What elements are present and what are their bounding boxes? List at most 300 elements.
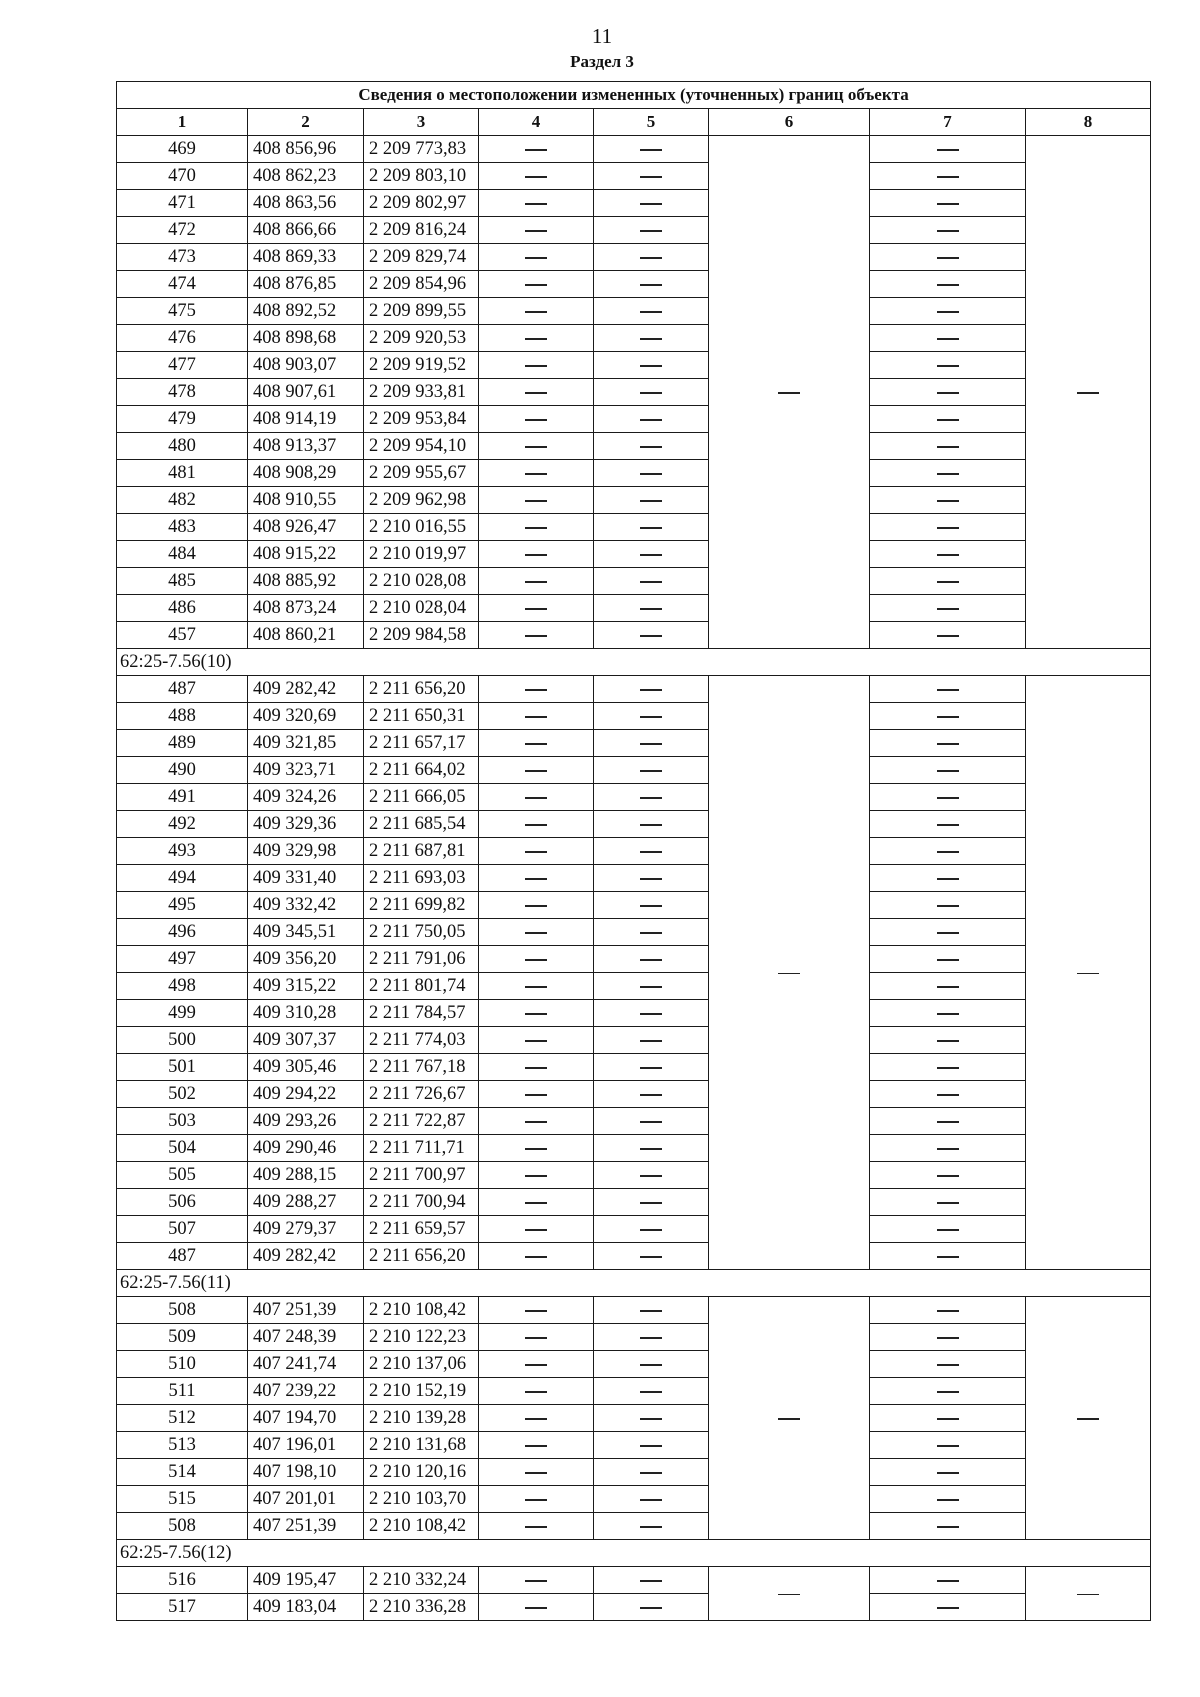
table-row	[117, 1216, 1151, 1243]
col5-cell	[594, 676, 709, 703]
dash-mark	[937, 1148, 959, 1150]
col4-cell	[479, 514, 594, 541]
table-row	[117, 703, 1151, 730]
col7-cell	[870, 460, 1026, 487]
dash-mark	[640, 365, 662, 367]
col7-cell	[870, 217, 1026, 244]
dash-mark	[525, 878, 547, 880]
dash-mark	[525, 743, 547, 745]
dash-mark	[640, 689, 662, 691]
dash-mark	[937, 338, 959, 340]
section-title: Раздел 3	[570, 52, 634, 71]
y-coordinate-cell: 2 210 028,04	[364, 595, 479, 622]
point-number-cell: 487	[117, 1243, 248, 1270]
col5-cell	[594, 568, 709, 595]
table-row	[117, 595, 1151, 622]
x-coordinate-cell: 407 248,39	[248, 1324, 364, 1351]
point-number-cell: 516	[117, 1567, 248, 1594]
dash-mark	[640, 1526, 662, 1528]
point-number-cell: 475	[117, 298, 248, 325]
col5-cell	[594, 919, 709, 946]
table-row	[117, 379, 1151, 406]
col4-cell	[479, 1378, 594, 1405]
dash-mark	[525, 1040, 547, 1042]
table-row	[117, 1108, 1151, 1135]
column-header-8: 8	[1026, 109, 1151, 136]
table-row	[117, 271, 1151, 298]
col5-cell	[594, 784, 709, 811]
col4-cell	[479, 1216, 594, 1243]
x-coordinate-cell: 408 913,37	[248, 433, 364, 460]
col7-cell	[870, 892, 1026, 919]
dash-mark	[937, 311, 959, 313]
point-number-cell: 514	[117, 1459, 248, 1486]
col7-cell	[870, 1378, 1026, 1405]
y-coordinate-cell: 2 210 332,24	[364, 1567, 479, 1594]
col6-merged-cell	[709, 676, 870, 1270]
dash-mark	[525, 1499, 547, 1501]
point-number-cell: 496	[117, 919, 248, 946]
x-coordinate-cell: 409 294,22	[248, 1081, 364, 1108]
dash-mark	[640, 770, 662, 772]
col5-cell	[594, 1189, 709, 1216]
table-row	[117, 244, 1151, 271]
dash-mark	[1077, 392, 1099, 394]
y-coordinate-cell: 2 209 962,98	[364, 487, 479, 514]
group-row	[117, 1540, 1151, 1567]
dash-mark	[525, 1202, 547, 1204]
y-coordinate-cell: 2 211 685,54	[364, 811, 479, 838]
col5-cell	[594, 1594, 709, 1621]
table-row	[117, 730, 1151, 757]
col7-cell	[870, 433, 1026, 460]
table-row	[117, 865, 1151, 892]
dash-mark	[640, 500, 662, 502]
table-row	[117, 190, 1151, 217]
point-number-cell: 509	[117, 1324, 248, 1351]
table-row	[117, 892, 1151, 919]
dash-mark	[525, 1094, 547, 1096]
y-coordinate-cell: 2 209 984,58	[364, 622, 479, 649]
dash-mark	[640, 986, 662, 988]
point-number-cell: 471	[117, 190, 248, 217]
column-header-6: 6	[709, 109, 870, 136]
dash-mark	[525, 1391, 547, 1393]
dash-mark	[525, 419, 547, 421]
col5-cell	[594, 757, 709, 784]
col4-cell	[479, 595, 594, 622]
x-coordinate-cell: 409 288,15	[248, 1162, 364, 1189]
dash-mark	[937, 1310, 959, 1312]
column-header-4: 4	[479, 109, 594, 136]
point-number-cell: 512	[117, 1405, 248, 1432]
col4-cell	[479, 1054, 594, 1081]
col5-cell	[594, 1513, 709, 1540]
col5-cell	[594, 946, 709, 973]
col4-cell	[479, 703, 594, 730]
x-coordinate-cell: 407 198,10	[248, 1459, 364, 1486]
col7-cell	[870, 1351, 1026, 1378]
table-row	[117, 406, 1151, 433]
dash-mark	[525, 1121, 547, 1123]
x-coordinate-cell: 409 323,71	[248, 757, 364, 784]
dash-mark	[937, 851, 959, 853]
y-coordinate-cell: 2 209 954,10	[364, 433, 479, 460]
y-coordinate-cell: 2 209 919,52	[364, 352, 479, 379]
dash-mark	[525, 284, 547, 286]
dash-mark	[937, 1229, 959, 1231]
col4-cell	[479, 1324, 594, 1351]
x-coordinate-cell: 408 907,61	[248, 379, 364, 406]
dash-mark	[937, 878, 959, 880]
dash-mark	[1077, 1418, 1099, 1420]
table-row	[117, 163, 1151, 190]
col4-cell	[479, 838, 594, 865]
point-number-cell: 480	[117, 433, 248, 460]
col4-cell	[479, 460, 594, 487]
col5-cell	[594, 1162, 709, 1189]
y-coordinate-cell: 2 211 700,97	[364, 1162, 479, 1189]
col5-cell	[594, 811, 709, 838]
x-coordinate-cell: 408 910,55	[248, 487, 364, 514]
dash-mark	[640, 581, 662, 583]
y-coordinate-cell: 2 209 920,53	[364, 325, 479, 352]
col5-cell	[594, 1486, 709, 1513]
y-coordinate-cell: 2 211 711,71	[364, 1135, 479, 1162]
dash-mark	[525, 1472, 547, 1474]
dash-mark	[525, 986, 547, 988]
x-coordinate-cell: 409 282,42	[248, 676, 364, 703]
col8-merged-cell	[1026, 1567, 1151, 1621]
col5-cell	[594, 352, 709, 379]
dash-mark	[937, 1391, 959, 1393]
x-coordinate-cell: 407 241,74	[248, 1351, 364, 1378]
table-row	[117, 622, 1151, 649]
y-coordinate-cell: 2 211 726,67	[364, 1081, 479, 1108]
col5-cell	[594, 622, 709, 649]
y-coordinate-cell: 2 211 687,81	[364, 838, 479, 865]
col5-cell	[594, 1567, 709, 1594]
point-number-cell: 491	[117, 784, 248, 811]
column-header-5: 5	[594, 109, 709, 136]
col4-cell	[479, 1297, 594, 1324]
col4-cell	[479, 1108, 594, 1135]
dash-mark	[640, 1256, 662, 1258]
point-number-cell: 504	[117, 1135, 248, 1162]
col7-cell	[870, 595, 1026, 622]
table-row	[117, 541, 1151, 568]
dash-mark	[937, 1580, 959, 1582]
col7-cell	[870, 1432, 1026, 1459]
dash-mark	[640, 1310, 662, 1312]
point-number-cell: 474	[117, 271, 248, 298]
point-number-cell: 515	[117, 1486, 248, 1513]
column-header-2: 2	[248, 109, 364, 136]
col5-cell	[594, 1000, 709, 1027]
col5-cell	[594, 1459, 709, 1486]
col4-cell	[479, 325, 594, 352]
col5-cell	[594, 1432, 709, 1459]
col7-cell	[870, 190, 1026, 217]
dash-mark	[525, 1445, 547, 1447]
col5-cell	[594, 217, 709, 244]
dash-mark	[525, 1337, 547, 1339]
dash-mark	[525, 1229, 547, 1231]
col5-cell	[594, 325, 709, 352]
table-row	[117, 136, 1151, 163]
dash-mark	[640, 1391, 662, 1393]
x-coordinate-cell: 408 892,52	[248, 298, 364, 325]
y-coordinate-cell: 2 210 103,70	[364, 1486, 479, 1513]
col7-cell	[870, 811, 1026, 838]
point-number-cell: 473	[117, 244, 248, 271]
table-row	[117, 1189, 1151, 1216]
y-coordinate-cell: 2 209 933,81	[364, 379, 479, 406]
dash-mark	[640, 1148, 662, 1150]
column-header-row	[117, 109, 1151, 136]
table-row	[117, 325, 1151, 352]
y-coordinate-cell: 2 210 336,28	[364, 1594, 479, 1621]
dash-mark	[937, 1364, 959, 1366]
col4-cell	[479, 1135, 594, 1162]
dash-mark	[778, 1594, 800, 1596]
dash-mark	[640, 878, 662, 880]
dash-mark	[937, 1526, 959, 1528]
col4-cell	[479, 1459, 594, 1486]
col7-cell	[870, 163, 1026, 190]
point-number-cell: 508	[117, 1513, 248, 1540]
dash-mark	[937, 1175, 959, 1177]
col5-cell	[594, 838, 709, 865]
col6-merged-cell	[709, 1567, 870, 1621]
dash-mark	[640, 1337, 662, 1339]
x-coordinate-cell: 409 329,36	[248, 811, 364, 838]
dash-mark	[640, 1580, 662, 1582]
col4-cell	[479, 271, 594, 298]
table-row	[117, 1432, 1151, 1459]
col7-cell	[870, 541, 1026, 568]
x-coordinate-cell: 409 279,37	[248, 1216, 364, 1243]
dash-mark	[525, 338, 547, 340]
col4-cell	[479, 217, 594, 244]
dash-mark	[640, 1067, 662, 1069]
col5-cell	[594, 892, 709, 919]
point-number-cell: 511	[117, 1378, 248, 1405]
dash-mark	[640, 473, 662, 475]
table-row	[117, 838, 1151, 865]
point-number-cell: 478	[117, 379, 248, 406]
x-coordinate-cell: 408 885,92	[248, 568, 364, 595]
col7-cell	[870, 1189, 1026, 1216]
col7-cell	[870, 1594, 1026, 1621]
table-row	[117, 1351, 1151, 1378]
col4-cell	[479, 1000, 594, 1027]
dash-mark	[525, 527, 547, 529]
dash-mark	[937, 527, 959, 529]
dash-mark	[525, 932, 547, 934]
y-coordinate-cell: 2 209 773,83	[364, 136, 479, 163]
dash-mark	[937, 716, 959, 718]
col4-cell	[479, 946, 594, 973]
dash-mark	[937, 1040, 959, 1042]
col4-cell	[479, 973, 594, 1000]
dash-mark	[937, 149, 959, 151]
col5-cell	[594, 1081, 709, 1108]
group-label: 62:25-7.56(12)	[117, 1540, 1151, 1567]
point-number-cell: 492	[117, 811, 248, 838]
dash-mark	[937, 1256, 959, 1258]
group-label: 62:25-7.56(10)	[117, 649, 1151, 676]
table-row	[117, 352, 1151, 379]
y-coordinate-cell: 2 211 664,02	[364, 757, 479, 784]
x-coordinate-cell: 408 914,19	[248, 406, 364, 433]
point-number-cell: 481	[117, 460, 248, 487]
table-row	[117, 433, 1151, 460]
col4-cell	[479, 1351, 594, 1378]
y-coordinate-cell: 2 209 816,24	[364, 217, 479, 244]
col4-cell	[479, 1513, 594, 1540]
col4-cell	[479, 190, 594, 217]
col7-cell	[870, 1081, 1026, 1108]
x-coordinate-cell: 409 331,40	[248, 865, 364, 892]
col4-cell	[479, 730, 594, 757]
dash-mark	[937, 1418, 959, 1420]
col5-cell	[594, 136, 709, 163]
dash-mark	[937, 932, 959, 934]
col4-cell	[479, 433, 594, 460]
col7-cell	[870, 352, 1026, 379]
dash-mark	[640, 554, 662, 556]
col4-cell	[479, 352, 594, 379]
dash-mark	[525, 689, 547, 691]
dash-mark	[937, 365, 959, 367]
y-coordinate-cell: 2 211 774,03	[364, 1027, 479, 1054]
col5-cell	[594, 406, 709, 433]
group-row	[117, 649, 1151, 676]
dash-mark	[937, 608, 959, 610]
dash-mark	[525, 500, 547, 502]
dash-mark	[937, 905, 959, 907]
dash-mark	[525, 230, 547, 232]
table-row	[117, 1594, 1151, 1621]
dash-mark	[525, 851, 547, 853]
col7-cell	[870, 1405, 1026, 1432]
col7-cell	[870, 730, 1026, 757]
point-number-cell: 497	[117, 946, 248, 973]
x-coordinate-cell: 407 239,22	[248, 1378, 364, 1405]
dash-mark	[640, 1175, 662, 1177]
col7-cell	[870, 136, 1026, 163]
col7-cell	[870, 865, 1026, 892]
dash-mark	[640, 1094, 662, 1096]
x-coordinate-cell: 409 345,51	[248, 919, 364, 946]
point-number-cell: 476	[117, 325, 248, 352]
point-number-cell: 508	[117, 1297, 248, 1324]
dash-mark	[937, 1445, 959, 1447]
col7-cell	[870, 703, 1026, 730]
col6-merged-cell	[709, 136, 870, 649]
y-coordinate-cell: 2 211 791,06	[364, 946, 479, 973]
col5-cell	[594, 1216, 709, 1243]
table-row	[117, 1486, 1151, 1513]
page-number: 11	[591, 24, 613, 48]
col7-cell	[870, 757, 1026, 784]
point-number-cell: 490	[117, 757, 248, 784]
dash-mark	[525, 1148, 547, 1150]
x-coordinate-cell: 407 201,01	[248, 1486, 364, 1513]
dash-mark	[937, 473, 959, 475]
col5-cell	[594, 271, 709, 298]
col7-cell	[870, 244, 1026, 271]
y-coordinate-cell: 2 210 120,16	[364, 1459, 479, 1486]
x-coordinate-cell: 409 288,27	[248, 1189, 364, 1216]
dash-mark	[640, 176, 662, 178]
point-number-cell: 482	[117, 487, 248, 514]
col5-cell	[594, 595, 709, 622]
col5-cell	[594, 460, 709, 487]
y-coordinate-cell: 2 211 801,74	[364, 973, 479, 1000]
col4-cell	[479, 568, 594, 595]
dash-mark	[640, 149, 662, 151]
dash-mark	[525, 959, 547, 961]
x-coordinate-cell: 408 863,56	[248, 190, 364, 217]
col7-cell	[870, 946, 1026, 973]
dash-mark	[525, 149, 547, 151]
point-number-cell: 498	[117, 973, 248, 1000]
dash-mark	[525, 797, 547, 799]
y-coordinate-cell: 2 210 028,08	[364, 568, 479, 595]
dash-mark	[937, 1202, 959, 1204]
y-coordinate-cell: 2 209 829,74	[364, 244, 479, 271]
dash-mark	[937, 1067, 959, 1069]
col4-cell	[479, 1432, 594, 1459]
col7-cell	[870, 271, 1026, 298]
dash-mark	[640, 905, 662, 907]
dash-mark	[937, 797, 959, 799]
col5-cell	[594, 1405, 709, 1432]
col5-cell	[594, 514, 709, 541]
boundary-table	[116, 81, 1151, 1621]
col5-cell	[594, 1054, 709, 1081]
col8-merged-cell	[1026, 1297, 1151, 1540]
point-number-cell: 457	[117, 622, 248, 649]
x-coordinate-cell: 408 898,68	[248, 325, 364, 352]
x-coordinate-cell: 409 329,98	[248, 838, 364, 865]
dash-mark	[640, 1013, 662, 1015]
table-row	[117, 811, 1151, 838]
col4-cell	[479, 622, 594, 649]
dash-mark	[525, 905, 547, 907]
x-coordinate-cell: 409 356,20	[248, 946, 364, 973]
col5-cell	[594, 1108, 709, 1135]
x-coordinate-cell: 409 183,04	[248, 1594, 364, 1621]
dash-mark	[778, 973, 800, 975]
dash-mark	[937, 230, 959, 232]
col7-cell	[870, 1297, 1026, 1324]
table-row	[117, 487, 1151, 514]
dash-mark	[937, 284, 959, 286]
col7-cell	[870, 1513, 1026, 1540]
table-row	[117, 1567, 1151, 1594]
dash-mark	[640, 851, 662, 853]
col5-cell	[594, 865, 709, 892]
y-coordinate-cell: 2 211 722,87	[364, 1108, 479, 1135]
dash-mark	[525, 608, 547, 610]
col4-cell	[479, 1567, 594, 1594]
dash-mark	[640, 338, 662, 340]
x-coordinate-cell: 408 856,96	[248, 136, 364, 163]
column-header-1: 1	[117, 109, 248, 136]
